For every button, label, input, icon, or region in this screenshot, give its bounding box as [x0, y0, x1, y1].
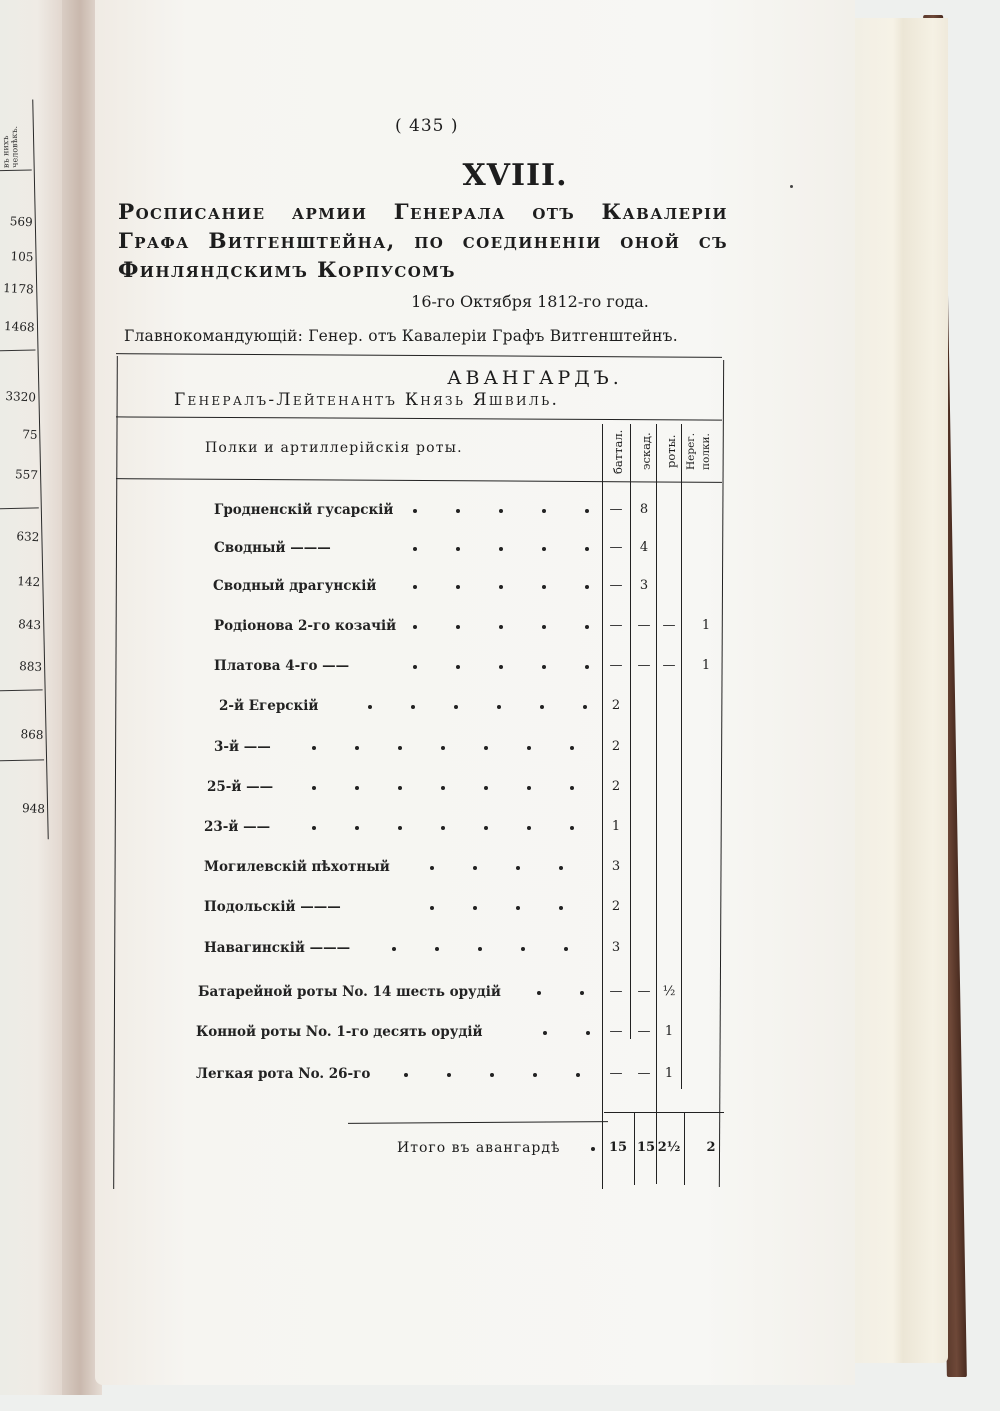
leader-dots — [413, 540, 628, 556]
unit-name: Батарейной роты No. 14 шесть орудій — [198, 984, 501, 1000]
leader-dots — [404, 1066, 619, 1082]
table-row — [0, 578, 760, 602]
cell-companies: — — [662, 658, 676, 673]
table-row — [0, 739, 760, 763]
cell-battalions: — — [609, 658, 623, 673]
cell-squadrons: — — [637, 984, 651, 999]
left-page-rule — [0, 349, 36, 351]
unit-name: Подольскій ——— — [204, 899, 341, 915]
left-page-number: 1178 — [3, 281, 35, 297]
cell-companies: 1 — [664, 1024, 674, 1039]
leader-dots — [392, 940, 607, 956]
column-header-irregular: Нерег. полки. — [685, 432, 712, 471]
cell-battalions: 3 — [611, 940, 621, 955]
cell-squadrons: — — [637, 1024, 651, 1039]
left-page-number: 843 — [18, 617, 42, 633]
cell-squadrons: — — [637, 618, 651, 633]
table-row — [0, 859, 760, 883]
leader-dots — [413, 618, 628, 634]
leader-dots — [368, 698, 626, 714]
cell-squadrons: 8 — [639, 502, 649, 517]
total-companies: 2½ — [657, 1140, 681, 1155]
left-page-number: 883 — [18, 659, 43, 675]
total-battalions: 15 — [608, 1140, 628, 1155]
table-row — [0, 502, 760, 526]
left-page-column-header: въ нихъ человѣкъ. — [0, 125, 20, 169]
left-page-number: 3320 — [5, 389, 37, 405]
cell-battalions: 2 — [611, 779, 621, 794]
left-page-number: 557 — [14, 467, 39, 483]
total-irregular: 2 — [706, 1140, 716, 1155]
unit-name: Легкая рота No. 26-го — [196, 1066, 371, 1082]
total-label: Итого въ авангардѣ — [397, 1140, 561, 1156]
cell-battalions: 2 — [611, 899, 621, 914]
left-page-number: 868 — [20, 727, 44, 743]
cell-squadrons: 3 — [639, 578, 649, 593]
table-row — [0, 618, 760, 642]
leader-dots — [312, 819, 613, 835]
page-edge-stack — [848, 18, 948, 1363]
unit-name: Навагинскій ——— — [204, 940, 351, 956]
unit-name: Сводный драгунскій — [213, 578, 377, 594]
table-row — [0, 1024, 760, 1048]
cell-companies: 1 — [664, 1066, 674, 1081]
date-line: 16-го Октября 1812-го года. — [411, 292, 649, 311]
cell-battalions: 1 — [611, 819, 621, 834]
unit-name: Платова 4-го —— — [214, 658, 350, 674]
cell-squadrons: 4 — [639, 540, 649, 555]
left-page-number: 75 — [21, 427, 38, 442]
cell-battalions: 2 — [611, 739, 621, 754]
table-row — [0, 698, 760, 722]
table-row — [0, 984, 760, 1008]
cell-irregular: 1 — [701, 658, 711, 673]
cell-battalions: — — [609, 984, 623, 999]
total-rule — [604, 1112, 724, 1113]
leader-dots — [430, 899, 602, 915]
cell-companies: ½ — [662, 984, 676, 999]
left-page-number: 948 — [21, 801, 46, 817]
table-row — [0, 779, 760, 803]
column-label-units: Полки и артиллерійскія роты. — [205, 440, 463, 456]
table-row — [0, 540, 760, 564]
unit-name: Сводный ——— — [214, 540, 331, 556]
total-row — [0, 1140, 760, 1164]
table-row — [0, 819, 760, 843]
left-page-rule — [0, 689, 43, 691]
leader-dots — [413, 502, 628, 518]
column-header-squadrons: эскад. — [639, 432, 653, 471]
unit-name: Конной роты No. 1-го десять орудій — [196, 1024, 483, 1040]
leader-dots — [312, 739, 613, 755]
column-header-battalions: баттал. — [611, 429, 625, 474]
leader-dots — [312, 779, 613, 795]
left-page-number: 632 — [16, 529, 40, 545]
left-page-number: 1468 — [4, 319, 36, 335]
unit-name: 3-й —— — [214, 739, 271, 755]
commander-in-chief: Главнокомандующій: Генер. отъ Кавалеріи Графъ Витгенштейнъ. — [124, 327, 678, 345]
unit-name: 25-й —— — [207, 779, 274, 795]
unit-name: Родіонова 2-го козачій — [214, 618, 397, 634]
section-numeral: XVIII. — [462, 158, 568, 193]
table-row — [0, 899, 760, 923]
cell-irregular: 1 — [701, 618, 711, 633]
table-row — [0, 658, 760, 682]
cell-battalions: — — [609, 502, 623, 517]
cell-battalions: 2 — [611, 698, 621, 713]
leader-dots — [430, 859, 602, 875]
table-row — [0, 1066, 760, 1090]
cell-squadrons: — — [637, 658, 651, 673]
section-commander: Генералъ-Лейтенантъ Князь Яшвиль. — [174, 390, 560, 410]
page-number: ( 435 ) — [395, 116, 459, 136]
column-header-companies: роты. — [664, 434, 678, 469]
total-squadrons: 15 — [636, 1140, 656, 1155]
cell-battalions: — — [609, 578, 623, 593]
left-page-number: 142 — [17, 574, 41, 590]
unit-name: Гродненскій гусарскій — [214, 502, 394, 518]
leader-dots — [413, 658, 628, 674]
table-row — [0, 940, 760, 964]
unit-name: Могилевскій пѣхотный — [204, 859, 390, 875]
cell-battalions: — — [609, 618, 623, 633]
cell-squadrons: — — [637, 1066, 651, 1081]
cell-battalions: — — [609, 540, 623, 555]
unit-name: 23-й —— — [204, 819, 271, 835]
section-title: АВАНГАРДЪ. — [447, 367, 623, 389]
cell-battalions: 3 — [611, 859, 621, 874]
left-page-table — [0, 99, 49, 840]
left-page-number: 105 — [10, 249, 34, 265]
left-page-number: 569 — [9, 214, 34, 230]
unit-name: 2-й Егерскій — [219, 698, 319, 714]
cell-battalions: — — [609, 1024, 623, 1039]
leader-dots — [413, 578, 628, 594]
cell-battalions: — — [609, 1066, 623, 1081]
page-title: Росписание армии Генерала отъ Кавалеріи Графа Витгенштейна, по соединеніи оной съ Финляндскимъ Корпусомъ — [118, 200, 728, 283]
cell-companies: — — [662, 618, 676, 633]
